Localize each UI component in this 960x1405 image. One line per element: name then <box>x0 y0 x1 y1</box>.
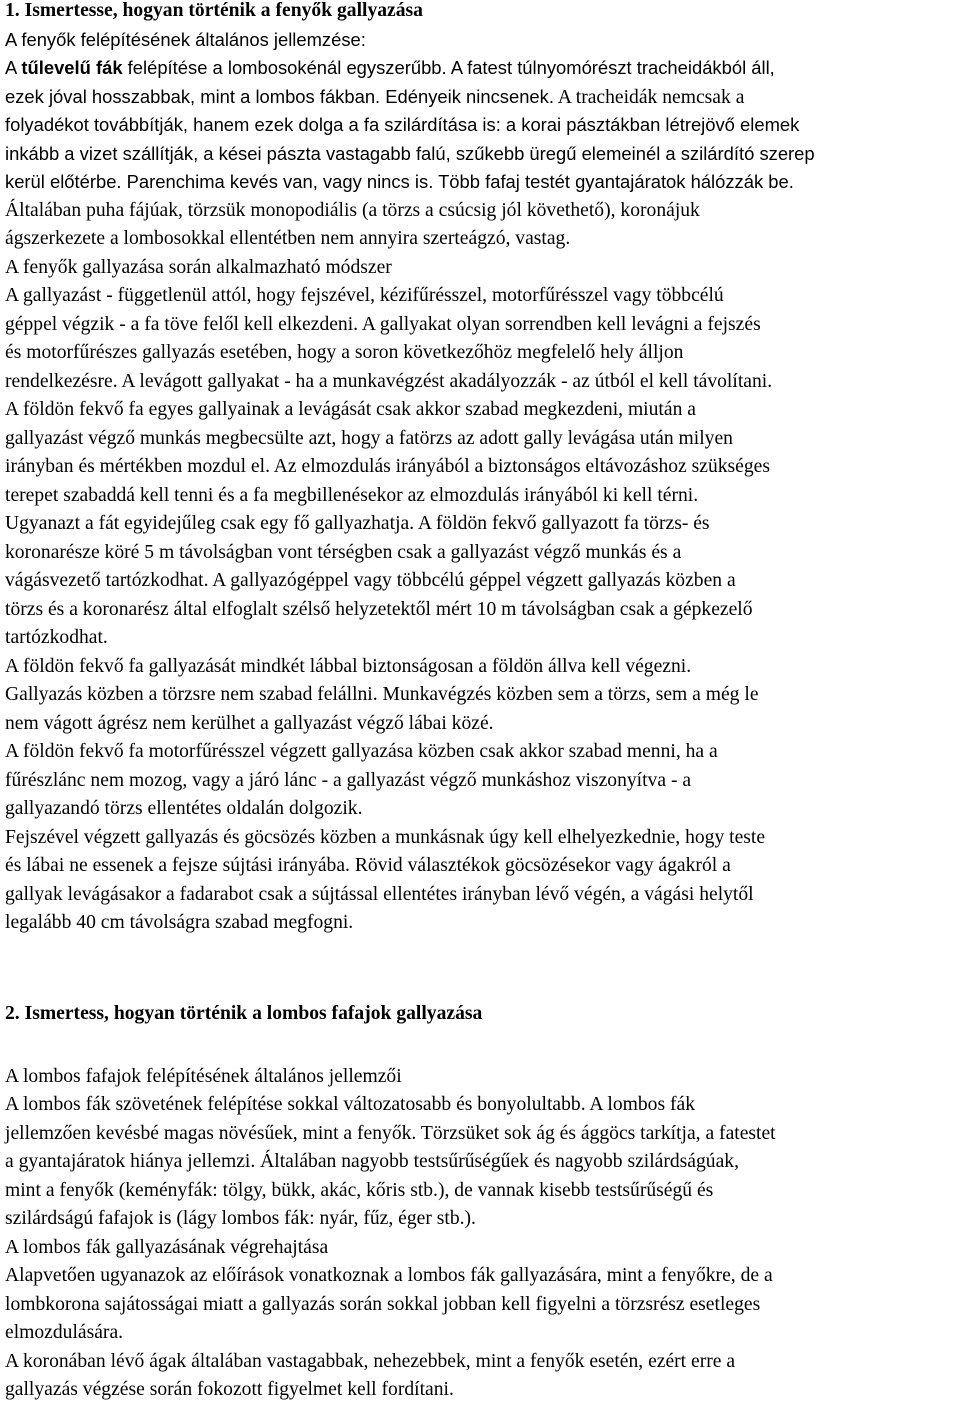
text-line <box>5 453 955 482</box>
text-segment: A lombos fák gallyazásának végrehajtása <box>5 1236 329 1258</box>
text-line <box>5 767 955 796</box>
text-line <box>5 140 955 169</box>
text-line <box>5 852 955 881</box>
text-segment: a gyantajáratok hiánya jellemzi. Általában nagyobb testsűrűségűek és nagyobb szilárdságúak, <box>5 1151 739 1172</box>
text-segment: A fenyők gallyazása során alkalmazható módszer <box>5 256 392 278</box>
text-line <box>5 396 955 425</box>
text-segment: koronarésze köré 5 m távolságban vont térségben csak a gallyazást végző munkás és a <box>5 541 682 563</box>
text-segment: Gallyazás közben a törzsre nem szabad felállni. Munkavégzés közben sem a törzs, sem a még le <box>5 684 759 705</box>
text-segment: ágszerkezete a lombosokkal ellentétben nem annyira szerteágzó, vastag. <box>5 228 571 249</box>
text-line <box>5 1120 955 1149</box>
text-segment: folyadékot továbbítják, hanem ezek dolga a fa szilárdítása is: a korai pásztákban létrejövő elemek <box>5 114 800 135</box>
text-line <box>5 225 955 254</box>
text-line <box>5 596 955 625</box>
text-line <box>5 1262 955 1291</box>
text-line <box>5 567 955 596</box>
text-segment: inkább a vizet szállítják, a kései pászta vastagabb falú, szűkebb üregű elemeinél a szilárdító szerep <box>5 142 815 164</box>
text-line <box>5 168 955 197</box>
section-2-body <box>5 1063 955 1405</box>
text-segment: A földön fekvő fa egyes gallyainak a levágását csak akkor szabad megkezdeni, miután a <box>5 399 696 420</box>
text-segment: gallyazandó törzs ellentétes oldalán dolgozik. <box>5 798 363 819</box>
text-segment: tartózkodhat. <box>5 627 108 648</box>
text-segment: törzs és a koronarész által elfoglalt szélső helyzetektől mért 10 m távolságban csak a gépkezelő <box>5 598 753 620</box>
text-line <box>5 425 955 454</box>
text-segment: gallyazást végző munkás megbecsülte azt, hogy a fatörzs az adott gally levágása után milyen <box>5 427 733 449</box>
text-segment: vágásvezető tartózkodhat. A gallyazógéppel vagy többcélú géppel végzett gallyazás közben a <box>5 570 736 591</box>
section-1-body <box>5 26 955 938</box>
document-page <box>5 0 955 1405</box>
text-line <box>5 1177 955 1206</box>
text-segment: A földön fekvő fa gallyazását mindkét lábbal biztonságosan a földön állva kell végezni. <box>5 655 692 677</box>
text-line <box>5 1319 955 1348</box>
text-segment: Ugyanazt a fát egyidejűleg csak egy fő gallyazhatja. A földön fekvő gallyazott fa törzs- és <box>5 513 710 534</box>
section-gap <box>5 938 955 967</box>
text-segment: felépítése a lombosokénál egyszerűbb. A fatest túlnyomórészt tracheidákból áll, <box>122 57 775 78</box>
text-segment: rendelkezésre. A levágott gallyakat - ha a munkavégzést akadályozzák - az útból el kell távolítani. <box>5 370 773 392</box>
text-line <box>5 738 955 767</box>
text-segment: és motorfűrészes gallyazás esetében, hogy a soron következőhöz megfelelő hely álljon <box>5 342 684 363</box>
text-segment: jellemzően kevésbé magas növésűek, mint a fenyők. Törzsüket sok ág és ággöcs tarkítja, a fatestet <box>5 1122 776 1144</box>
text-segment: A tracheidák nemcsak a <box>553 86 745 108</box>
text-line <box>5 197 955 226</box>
text-line <box>5 254 955 283</box>
text-segment: fűrészlánc nem mozog, vagy a járó lánc - a gallyazást végző munkáshoz viszonyítva - a <box>5 769 692 791</box>
section-gap <box>5 1029 955 1063</box>
text-segment: A földön fekvő fa motorfűrésszel végzett gallyazása közben csak akkor szabad menni, ha a <box>5 741 718 762</box>
text-line <box>5 624 955 653</box>
text-line <box>5 1291 955 1320</box>
text-segment: géppel végzik - a fa töve felől kell elkezdeni. A gallyakat olyan sorrendben kell levágni a fejszés <box>5 313 761 335</box>
text-line <box>5 710 955 739</box>
text-line <box>5 282 955 311</box>
text-segment: Alapvetően ugyanazok az előírások vonatkoznak a lombos fák gallyazására, mint a fenyőkre, de a <box>5 1265 773 1286</box>
text-line <box>5 1376 955 1405</box>
text-line <box>5 795 955 824</box>
text-segment: gallyazás végzése során fokozott figyelmet kell fordítani. <box>5 1379 454 1400</box>
text-segment: irányban és mértékben mozdul el. Az elmozdulás irányából a biztonságos eltávozáshoz szükséges <box>5 456 770 477</box>
text-line <box>5 83 955 112</box>
section-gap <box>5 966 955 1000</box>
text-segment: A lombos fafajok felépítésének általános jellemzői <box>5 1065 402 1087</box>
text-line <box>5 1348 955 1377</box>
text-line <box>5 1234 955 1263</box>
text-line <box>5 539 955 568</box>
text-line <box>5 909 955 938</box>
text-segment: és lábai ne essenek a fejsze sújtási irányába. Rövid választékok göcsözésekor vagy ágakról a <box>5 855 731 876</box>
text-segment: ezek jóval hosszabbak, mint a lombos fákban. Edényeik nincsenek. <box>5 85 554 107</box>
text-line <box>5 54 955 83</box>
text-segment: A koronában lévő ágak általában vastagabbak, nehezebbek, mint a fenyők esetén, ezért erre a <box>5 1350 736 1372</box>
text-segment: Fejszével végzett gallyazás és göcsözés közben a munkásnak úgy kell elhelyezkednie, hogy teste <box>5 826 766 848</box>
text-segment: nem vágott ágrész nem kerülhet a gallyazást végző lábai közé. <box>5 712 494 734</box>
text-line <box>5 824 955 853</box>
text-line <box>5 26 955 55</box>
text-segment: A lombos fák szövetének felépítése sokkal változatosabb és bonyolultabb. A lombos fák <box>5 1094 695 1115</box>
text-segment: mint a fenyők (keményfák: tölgy, bükk, akác, kőris stb.), de vannak kisebb testsűrűségű és <box>5 1179 714 1201</box>
text-segment: szilárdságú fafajok is (lágy lombos fák: nyár, fűz, éger stb.). <box>5 1208 476 1229</box>
text-line <box>5 111 955 140</box>
text-segment: A <box>5 57 22 78</box>
text-line <box>5 1063 955 1092</box>
text-segment: legalább 40 cm távolságra szabad megfogni. <box>5 912 354 933</box>
text-segment: elmozdulására. <box>5 1322 124 1343</box>
section-1-title: 1. Ismertesse, hogyan történik a fenyők gallyazása <box>5 0 423 21</box>
text-line <box>5 311 955 340</box>
text-line <box>5 1148 955 1177</box>
text-segment: gallyak levágásakor a fadarabot csak a sújtással ellentétes irányban lévő végén, a vágási helytől <box>5 883 754 905</box>
text-segment: terepet szabaddá kell tenni és a fa megbillenésekor az elmozdulás irányából ki kell térni. <box>5 484 699 506</box>
text-line <box>5 510 955 539</box>
text-segment: kerül előtérbe. Parenchima kevés van, vagy nincs is. Több fafaj testét gyantajáratok hálózzák be. <box>5 171 794 192</box>
text-segment: lombkorona sajátosságai miatt a gallyazás során sokkal jobban kell figyelni a törzsrész esetleges <box>5 1293 761 1315</box>
section-2-title: 2. Ismertess, hogyan történik a lombos fafajok gallyazása <box>5 1003 483 1024</box>
text-line <box>5 1205 955 1234</box>
text-segment: Általában puha fájúak, törzsük monopodiális (a törzs a csúcsig jól követhető), koronájuk <box>5 199 700 221</box>
text-line <box>5 482 955 511</box>
text-line <box>5 681 955 710</box>
text-segment: tűlevelű fák <box>21 57 123 78</box>
text-segment: A gallyazást - függetlenül attól, hogy fejszével, kézifűrésszel, motorfűrésszel vagy többcélú <box>5 285 724 306</box>
text-segment: A fenyők felépítésének általános jellemzése: <box>5 28 366 50</box>
text-line <box>5 653 955 682</box>
text-line <box>5 1091 955 1120</box>
text-line <box>5 368 955 397</box>
text-line <box>5 881 955 910</box>
text-line <box>5 339 955 368</box>
